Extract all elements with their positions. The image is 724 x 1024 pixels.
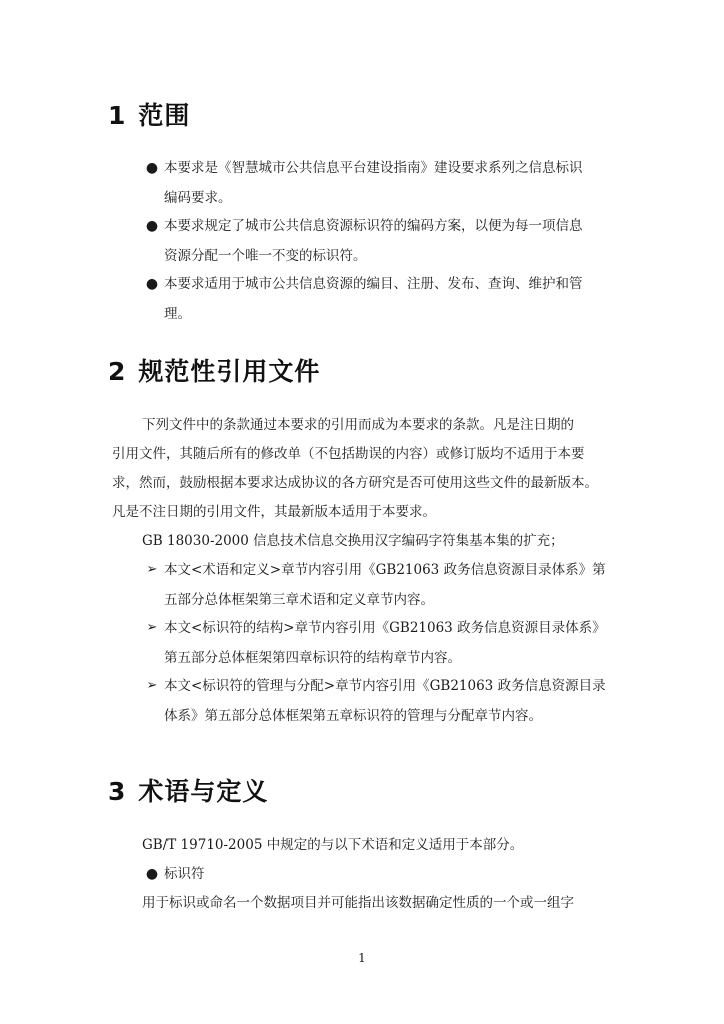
section-2-title: 规范性引用文件 — [138, 357, 321, 386]
arrow-bullet-icon: ➢ — [146, 620, 158, 635]
paragraph-line: 下列文件中的条款通过本要求的引用而成为本要求的条款。凡是注日期的 — [142, 417, 574, 433]
list-item — [142, 555, 642, 615]
list-item-line: 资源分配一个唯一不变的标识符。 — [164, 248, 367, 264]
list-item — [142, 269, 642, 329]
list-item-line: 本文<标识符的结构>章节内容引用《GB21063 政务信息资源目录体系》 — [164, 620, 606, 636]
list-item-line: 理。 — [164, 306, 191, 322]
term-label: 标识符 — [164, 866, 205, 882]
arrow-bullet-icon: ➢ — [146, 678, 158, 693]
list-item — [142, 671, 642, 731]
section-1-heading — [108, 96, 190, 132]
intro-line: GB/T 19710-2005 中规定的与以下术语和定义适用于本部分。 — [142, 837, 524, 853]
paragraph-line: 求，然而，鼓励根据本要求达成协议的各方研究是否可使用这些文件的最新版本。 — [112, 475, 598, 491]
list-item — [142, 211, 642, 271]
section-3-number: 3 — [108, 777, 127, 806]
paragraph-line: 凡是不注日期的引用文件，其最新版本适用于本要求。 — [112, 504, 436, 520]
section-2-number: 2 — [108, 357, 127, 386]
list-item-line: 本要求规定了城市公共信息资源标识符的编码方案，以便为每一项信息 — [164, 218, 583, 234]
arrow-bullet-icon: ➢ — [146, 562, 158, 577]
definition-line: 用于标识或命名一个数据项目并可能指出该数据确定性质的一个或一组字 — [142, 895, 574, 911]
list-item — [142, 153, 642, 213]
page-number: 1 — [358, 951, 366, 965]
list-item-line: 五部分总体框架第三章术语和定义章节内容。 — [164, 592, 434, 608]
section-1-number: 1 — [108, 101, 127, 130]
bullet-icon: ● — [145, 218, 159, 234]
list-item-line: 体系》第五部分总体框架第五章标识符的管理与分配章节内容。 — [164, 708, 542, 724]
section-3-title: 术语与定义 — [138, 777, 269, 806]
section-2-heading — [108, 352, 320, 388]
list-item-line: 编码要求。 — [164, 190, 232, 206]
section-1-title: 范围 — [138, 101, 191, 130]
list-item — [142, 613, 642, 673]
section-3-heading — [108, 772, 268, 808]
list-item-line: 本要求适用于城市公共信息资源的编目、注册、发布、查询、维护和管 — [164, 276, 583, 292]
bullet-icon: ● — [145, 276, 159, 292]
list-item-line: 本要求是《智慧城市公共信息平台建设指南》建设要求系列之信息标识 — [164, 160, 583, 176]
bullet-icon: ● — [145, 866, 159, 882]
list-item-line: 第五部分总体框架第四章标识符的结构章节内容。 — [164, 650, 461, 666]
list-item-line: 本文<术语和定义>章节内容引用《GB21063 政务信息资源目录体系》第 — [164, 562, 606, 578]
reference-line: GB 18030-2000 信息技术信息交换用汉字编码字符集基本集的扩充； — [142, 533, 564, 549]
paragraph-line: 引用文件，其随后所有的修改单（不包括勘误的内容）或修订版均不适用于本要 — [112, 446, 585, 462]
list-item — [142, 859, 642, 889]
bullet-icon: ● — [145, 160, 159, 176]
list-item-line: 本文<标识符的管理与分配>章节内容引用《GB21063 政务信息资源目录 — [164, 678, 606, 694]
